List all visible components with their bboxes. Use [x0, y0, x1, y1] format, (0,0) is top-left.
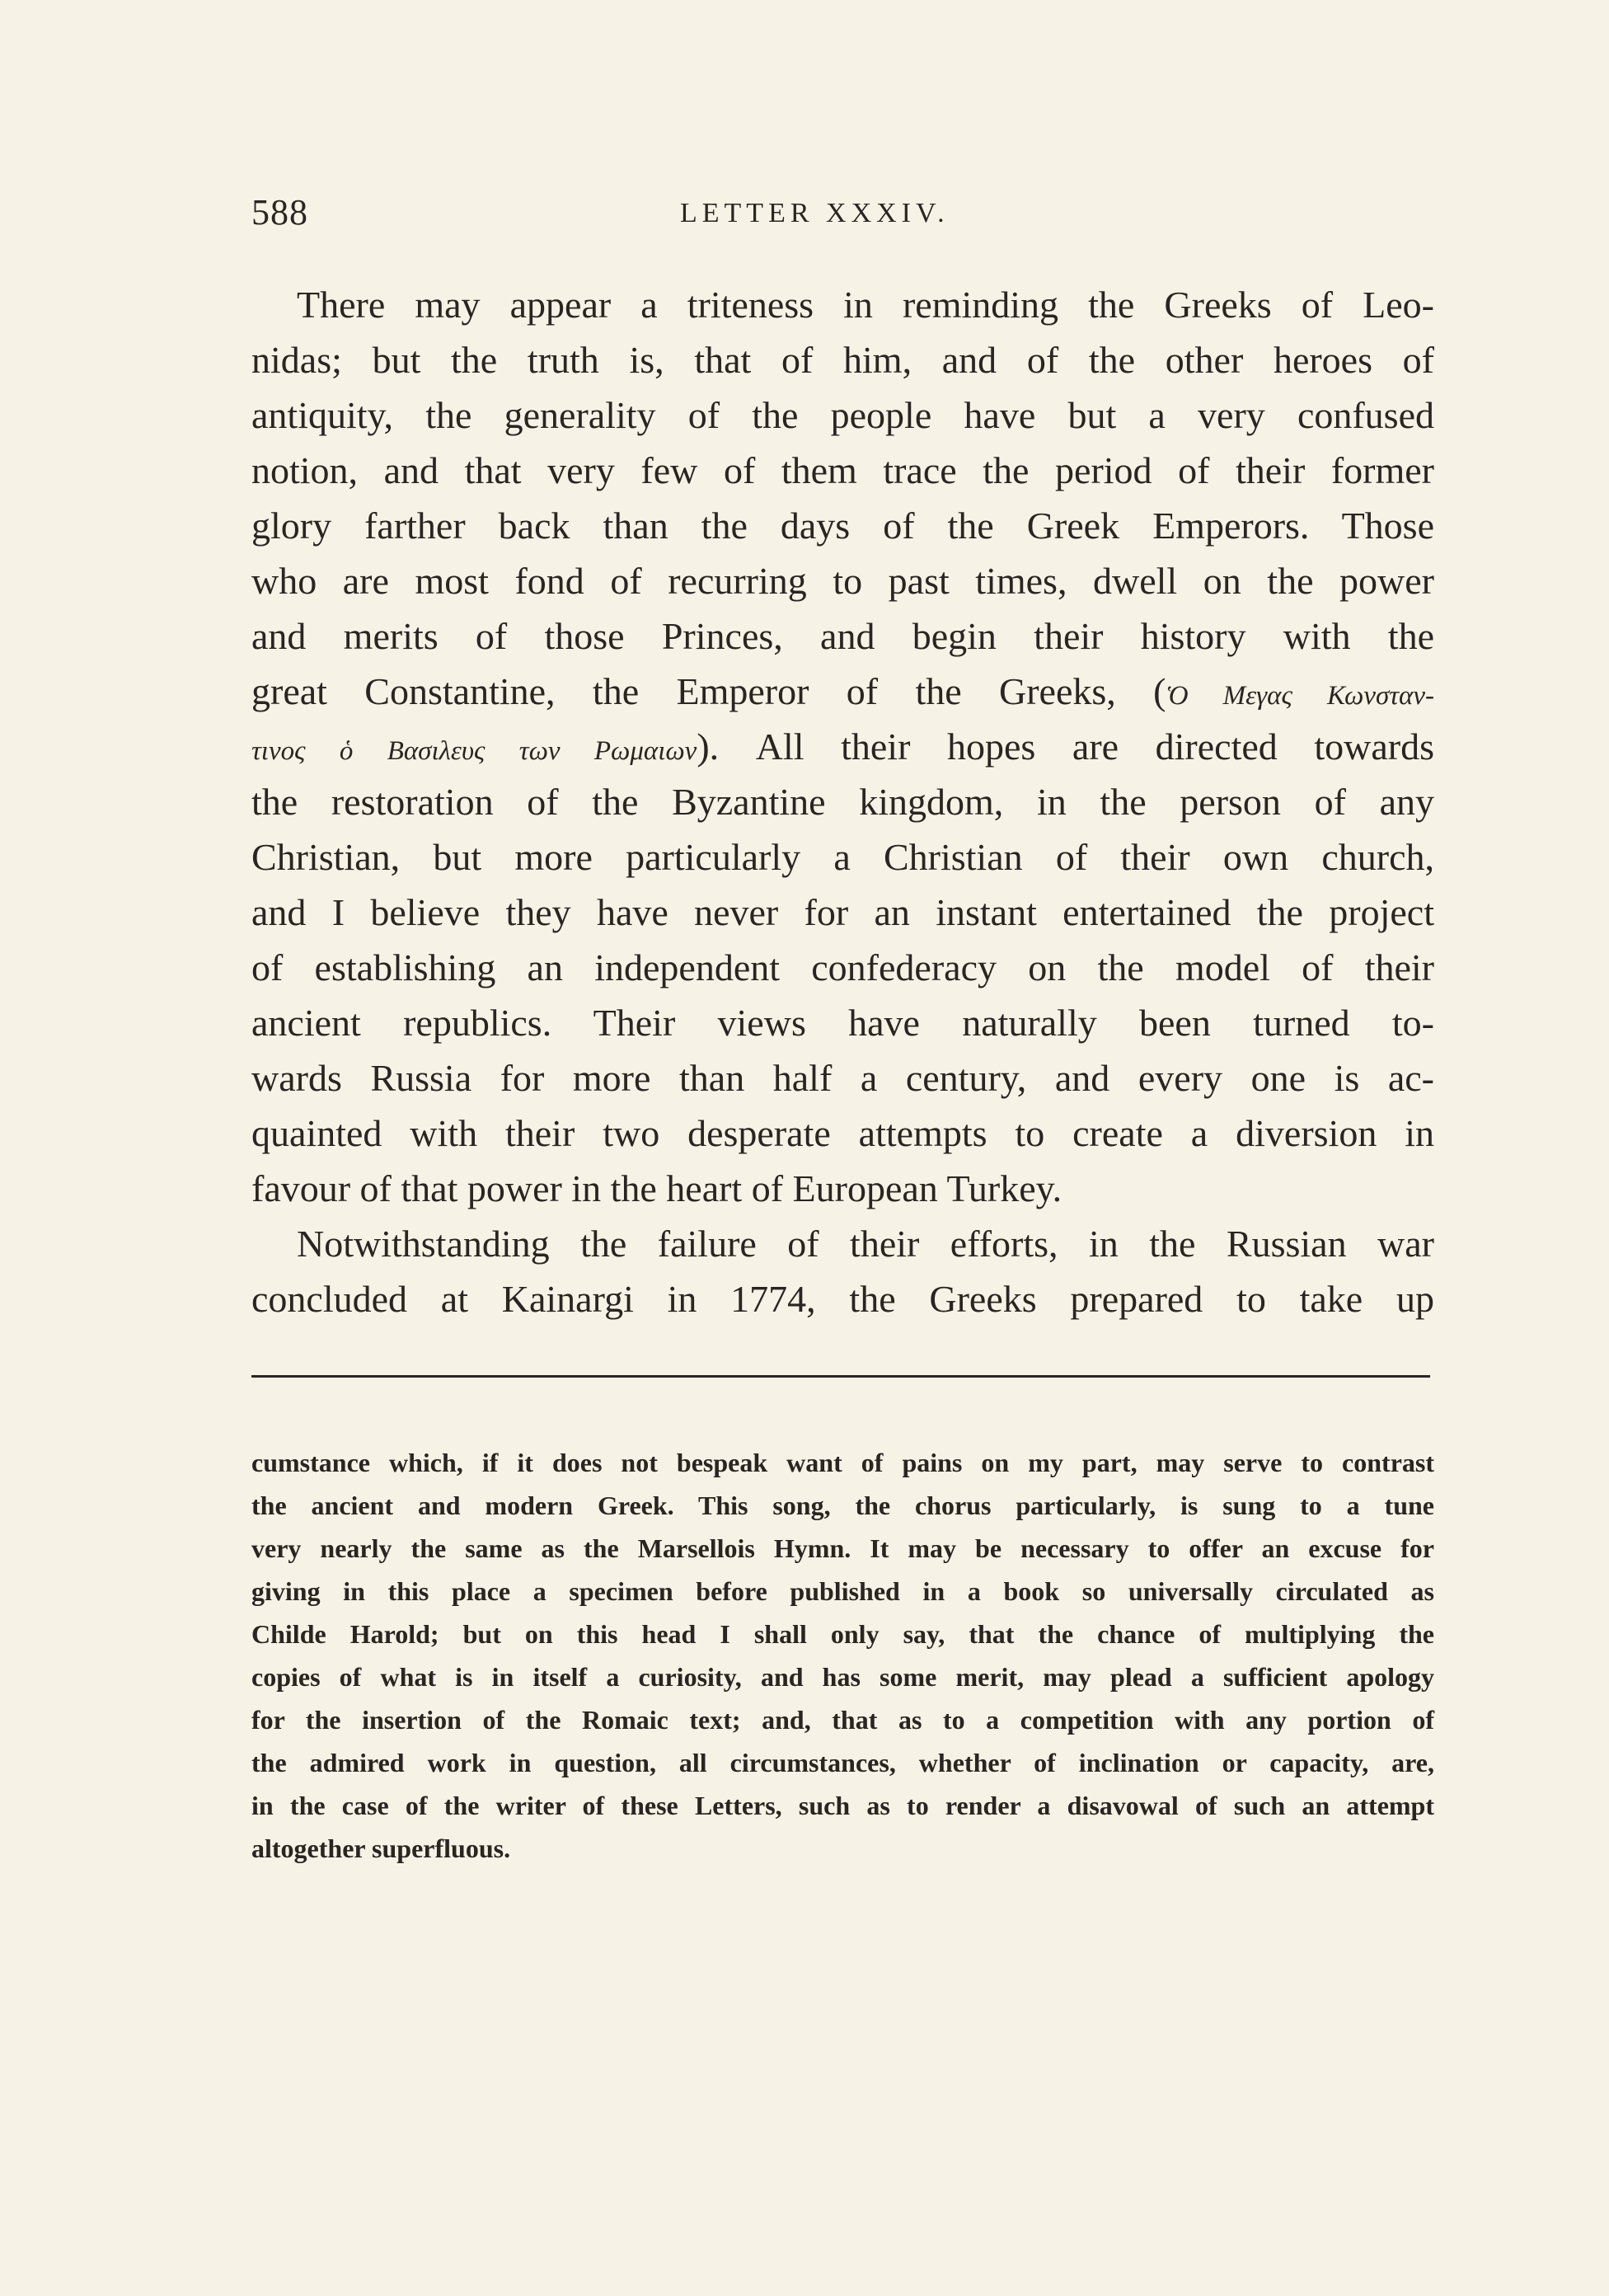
body-line-with-greek [251, 664, 1434, 719]
footnote-line: cumstance which, if it does not bespeak want of pains on my part, may serve to contrast [251, 1448, 1434, 1477]
body-line: and merits of those Princes, and begin their history with the [251, 615, 1434, 657]
letter-title: LETTER XXXIV. [680, 198, 950, 228]
footnote-divider [251, 1375, 1430, 1378]
greek-quote-part2: τινος ὁ Βασιλευς των Ρωμαιων [251, 736, 697, 766]
body-line: Christian, but more particularly a Christian of their own church, [251, 836, 1434, 878]
body-line-with-greek [251, 719, 1434, 774]
body-line-text: great Constantine, the Emperor of the Greeks, ( [251, 670, 1166, 712]
footnote-line: in the case of the writer of these Letters, such as to render a disavowal of such an attempt [251, 1791, 1434, 1820]
footnote [251, 1441, 1434, 1870]
body-line: glory farther back than the days of the Greek Emperors. Those [251, 505, 1434, 547]
body-line-text: ). All their hopes are directed towards [697, 725, 1434, 768]
body-line: nidas; but the truth is, that of him, and of the other heroes of [251, 339, 1434, 381]
footnote-line: for the insertion of the Romaic text; and, that as to a competition with any portion of [251, 1705, 1434, 1735]
footnote-line: very nearly the same as the Marsellois Hymn. It may be necessary to offer an excuse for [251, 1533, 1434, 1563]
body-line: ancient republics. Their views have naturally been turned to- [251, 1002, 1434, 1044]
body-line: the restoration of the Byzantine kingdom, in the person of any [251, 781, 1434, 823]
footnote-line: copies of what is in itself a curiosity, and has some merit, may plead a sufficient apology [251, 1662, 1434, 1692]
running-head [251, 191, 1434, 241]
footnote-line: Childe Harold; but on this head I shall only say, that the chance of multiplying the [251, 1619, 1434, 1649]
body-line: favour of that power in the heart of European Turkey. [251, 1167, 1063, 1209]
body-text [251, 277, 1434, 1326]
body-line: who are most fond of recurring to past times, dwell on the power [251, 560, 1434, 602]
page-number: 588 [251, 192, 308, 232]
body-line: of establishing an independent confederacy on the model of their [251, 946, 1434, 988]
footnote-line: giving in this place a specimen before published in a book so universally circulated as [251, 1576, 1434, 1606]
body-line: and I believe they have never for an instant entertained the project [251, 891, 1434, 933]
footnote-line: the admired work in question, all circumstances, whether of inclination or capacity, are, [251, 1748, 1434, 1777]
body-line: antiquity, the generality of the people have but a very confused [251, 394, 1434, 436]
footnote-line: altogether superfluous. [251, 1834, 511, 1863]
footnote-line: the ancient and modern Greek. This song, the chorus particularly, is sung to a tune [251, 1491, 1434, 1520]
body-line: wards Russia for more than half a century, and every one is ac- [251, 1057, 1434, 1099]
body-line: There may appear a triteness in reminding the Greeks of Leo- [297, 284, 1434, 326]
body-line: notion, and that very few of them trace the period of their former [251, 449, 1434, 491]
body-line: Notwithstanding the failure of their efforts, in the Russian war [297, 1223, 1434, 1265]
body-line: quainted with their two desperate attempts to create a diversion in [251, 1112, 1434, 1154]
body-line: concluded at Kainargi in 1774, the Greeks prepared to take up [251, 1278, 1434, 1320]
greek-quote-part1: Ὁ Μεγας Κωνσταν- [1166, 681, 1435, 711]
